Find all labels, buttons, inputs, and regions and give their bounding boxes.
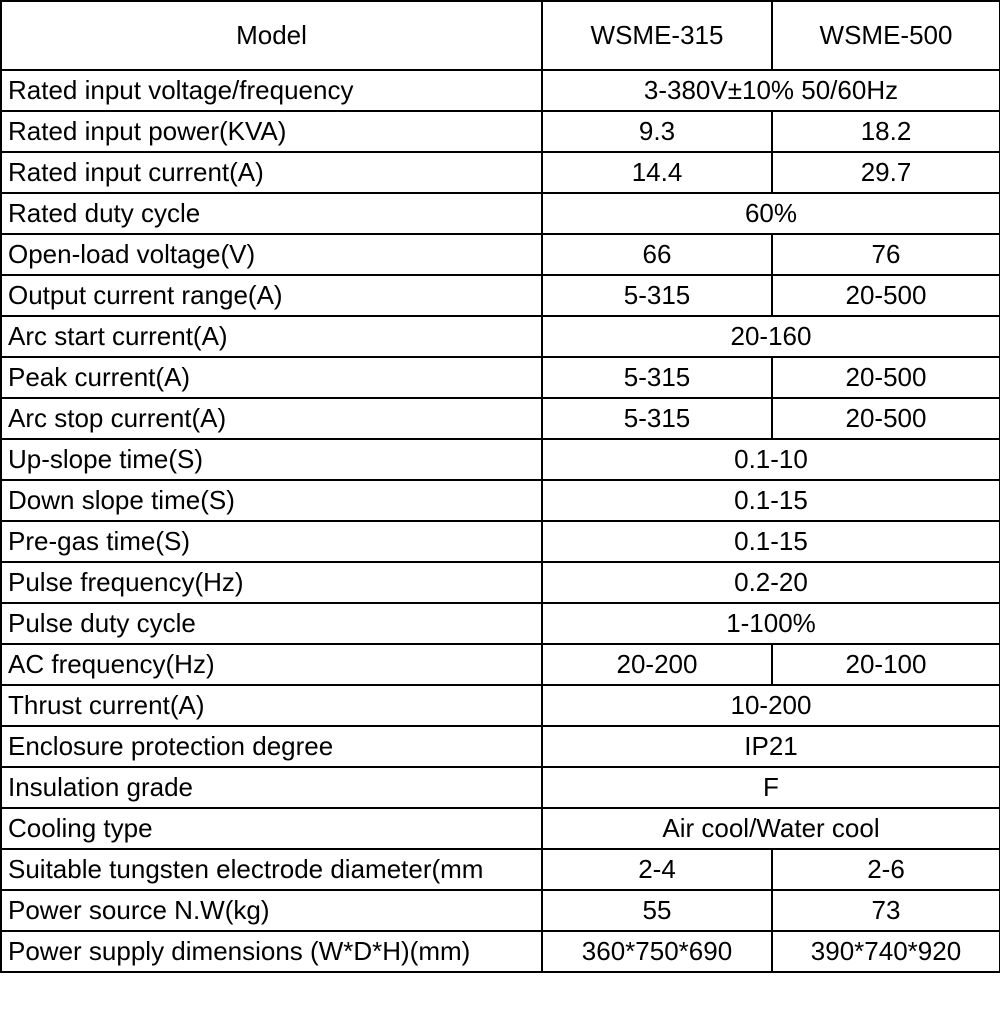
table-row — [1, 808, 1000, 849]
table-row — [1, 234, 1000, 275]
value-cell: 20-500 — [772, 275, 1000, 316]
table-row — [1, 603, 1000, 644]
shared-value-cell: IP21 — [542, 726, 1000, 767]
value-cell: 76 — [772, 234, 1000, 275]
row-label-cell: Rated duty cycle — [1, 193, 542, 234]
shared-value-cell: 1-100% — [542, 603, 1000, 644]
value-cell: 20-500 — [772, 357, 1000, 398]
value-cell: 18.2 — [772, 111, 1000, 152]
row-label-cell: Power source N.W(kg) — [1, 890, 542, 931]
value-cell: 5-315 — [542, 275, 772, 316]
table-row — [1, 193, 1000, 234]
shared-value-cell: 10-200 — [542, 685, 1000, 726]
shared-value-cell: Air cool/Water cool — [542, 808, 1000, 849]
value-cell: 5-315 — [542, 398, 772, 439]
row-label-cell: Power supply dimensions (W*D*H)(mm) — [1, 931, 542, 972]
value-cell: 2-4 — [542, 849, 772, 890]
shared-value-cell: 0.1-10 — [542, 439, 1000, 480]
table-row — [1, 644, 1000, 685]
row-label-cell: Open-load voltage(V) — [1, 234, 542, 275]
row-label-cell: Down slope time(S) — [1, 480, 542, 521]
table-row — [1, 890, 1000, 931]
table-row — [1, 152, 1000, 193]
row-label-cell: Up-slope time(S) — [1, 439, 542, 480]
value-cell: 55 — [542, 890, 772, 931]
row-label-cell: Pre-gas time(S) — [1, 521, 542, 562]
row-label-cell: Output current range(A) — [1, 275, 542, 316]
row-label-cell: Pulse frequency(Hz) — [1, 562, 542, 603]
value-cell: 9.3 — [542, 111, 772, 152]
value-cell: 360*750*690 — [542, 931, 772, 972]
shared-value-cell: F — [542, 767, 1000, 808]
row-label-cell: Rated input current(A) — [1, 152, 542, 193]
row-label-cell: Insulation grade — [1, 767, 542, 808]
row-label-cell: Thrust current(A) — [1, 685, 542, 726]
shared-value-cell: 60% — [542, 193, 1000, 234]
value-cell: 20-200 — [542, 644, 772, 685]
value-cell: 390*740*920 — [772, 931, 1000, 972]
table-row — [1, 480, 1000, 521]
value-cell: 20-100 — [772, 644, 1000, 685]
row-label-cell: Arc start current(A) — [1, 316, 542, 357]
table-row — [1, 398, 1000, 439]
row-label-cell: Cooling type — [1, 808, 542, 849]
table-row — [1, 357, 1000, 398]
table-row — [1, 275, 1000, 316]
table-row — [1, 111, 1000, 152]
shared-value-cell: 0.1-15 — [542, 480, 1000, 521]
table-row — [1, 849, 1000, 890]
model-name-cell: WSME-500 — [772, 1, 1000, 70]
row-label-cell: Enclosure protection degree — [1, 726, 542, 767]
table-row — [1, 562, 1000, 603]
value-cell: 14.4 — [542, 152, 772, 193]
table-row — [1, 521, 1000, 562]
table-row — [1, 685, 1000, 726]
shared-value-cell: 0.2-20 — [542, 562, 1000, 603]
value-cell: 5-315 — [542, 357, 772, 398]
row-label-cell: Peak current(A) — [1, 357, 542, 398]
value-cell: 29.7 — [772, 152, 1000, 193]
row-label-cell: Pulse duty cycle — [1, 603, 542, 644]
model-name-cell: WSME-315 — [542, 1, 772, 70]
table-row — [1, 726, 1000, 767]
row-label-cell: Arc stop current(A) — [1, 398, 542, 439]
table-row — [1, 931, 1000, 972]
value-cell: 2-6 — [772, 849, 1000, 890]
header-row — [1, 1, 1000, 70]
shared-value-cell: 20-160 — [542, 316, 1000, 357]
table-row — [1, 767, 1000, 808]
value-cell: 20-500 — [772, 398, 1000, 439]
row-label-cell: AC frequency(Hz) — [1, 644, 542, 685]
shared-value-cell: 0.1-15 — [542, 521, 1000, 562]
row-label-cell: Suitable tungsten electrode diameter(mm — [1, 849, 542, 890]
value-cell: 73 — [772, 890, 1000, 931]
value-cell: 66 — [542, 234, 772, 275]
row-label-cell: Rated input voltage/frequency — [1, 70, 542, 111]
table-row — [1, 70, 1000, 111]
table-row — [1, 439, 1000, 480]
shared-value-cell: 3-380V±10% 50/60Hz — [542, 70, 1000, 111]
model-header-cell: Model — [1, 1, 542, 70]
row-label-cell: Rated input power(KVA) — [1, 111, 542, 152]
table-row — [1, 316, 1000, 357]
